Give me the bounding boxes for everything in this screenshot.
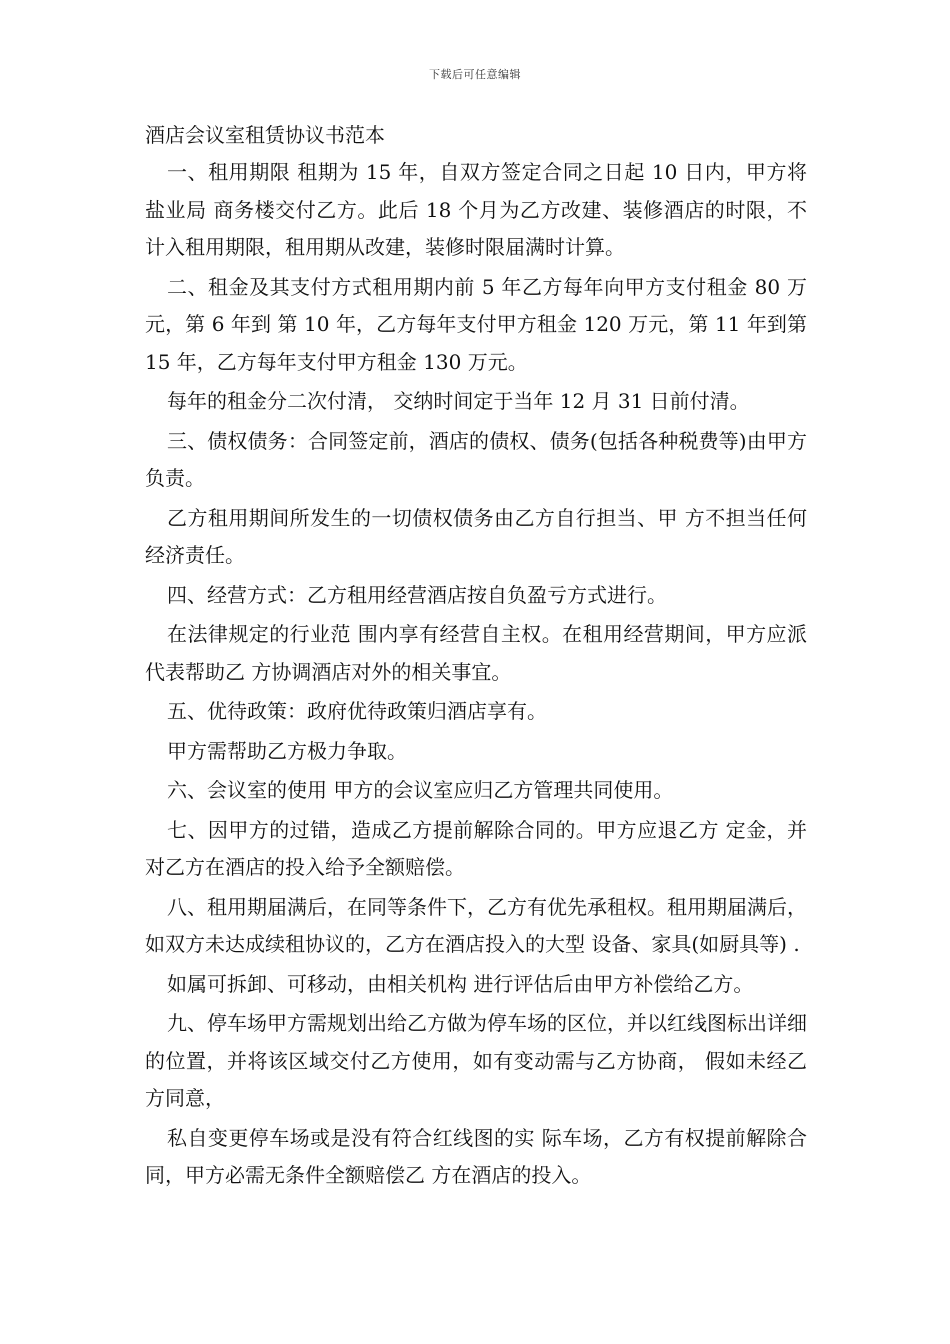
clause-2-rent: 二、租金及其支付方式租用期内前 5 年乙方每年向甲方支付租金 80 万元，第 6 年到 第 10 年，乙方每年支付甲方租金 120 万元，第 11 年到第 15 年，乙方每年支付甲方租金 130 万元。 bbox=[145, 274, 807, 374]
clause-6-meeting-room: 六、会议室的使用 甲方的会议室应归乙方管理共同使用。 bbox=[167, 778, 674, 802]
clause-8-renewal: 八、租用期届满后，在同等条件下，乙方有优先承租权。租用期届满后，如双方未达成续租协议的，乙方在酒店投入的大型 设备、家具(如厨具等) . bbox=[145, 894, 807, 956]
page-header: 下载后可任意编辑 bbox=[429, 68, 521, 81]
clause-8-compensation: 如属可拆卸、可移动，由相关机构 进行评估后由甲方补偿给乙方。 bbox=[167, 971, 754, 996]
clause-5-assist: 甲方需帮助乙方极力争取。 bbox=[167, 738, 407, 763]
clause-1-term: 一、租用期限 租期为 15 年，自双方签定合同之日起 10 日内，甲方将盐业局 商务楼交付乙方。此后 18 个月为乙方改建、装修酒店的时限，不计入租用期限，租用期从改建，装修时限届满时计算。 bbox=[145, 160, 807, 259]
clause-2-payment-schedule: 每年的租金分二次付清， 交纳时间定于当年 12 月 31 日前付清。 bbox=[167, 389, 750, 413]
clause-5-policy: 五、优待政策：政府优待政策归酒店享有。 bbox=[167, 699, 547, 723]
document-title: 酒店会议室租赁协议书范本 bbox=[145, 123, 385, 147]
clause-9-termination: 私自变更停车场或是没有符合红线图的实 际车场，乙方有权提前解除合同，甲方必需无条件全额赔偿乙 方在酒店的投入。 bbox=[145, 1125, 807, 1187]
clause-4-autonomy: 在法律规定的行业范 围内享有经营自主权。在租用经营期间，甲方应派代表帮助乙 方协调酒店对外的相关事宜。 bbox=[145, 622, 807, 684]
document-body bbox=[145, 116, 807, 1197]
clause-4-operation: 四、经营方式：乙方租用经营酒店按自负盈亏方式进行。 bbox=[167, 582, 667, 607]
clause-7-fault: 七、因甲方的过错，造成乙方提前解除合同的。甲方应退乙方 定金，并对乙方在酒店的投入给予全额赔偿。 bbox=[145, 817, 807, 879]
clause-3-debts: 三、债权债务：合同签定前，酒店的债权、债务(包括各种税费等)由甲方负责。 bbox=[145, 428, 807, 490]
clause-9-parking: 九、停车场甲方需规划出给乙方做为停车场的区位，并以红线图标出详细的位置，并将该区域交付乙方使用，如有变动需与乙方协商， 假如未经乙方同意， bbox=[145, 1011, 807, 1110]
clause-3-debts-tenant: 乙方租用期间所发生的一切债权债务由乙方自行担当、甲 方不担当任何经济责任。 bbox=[145, 505, 807, 567]
